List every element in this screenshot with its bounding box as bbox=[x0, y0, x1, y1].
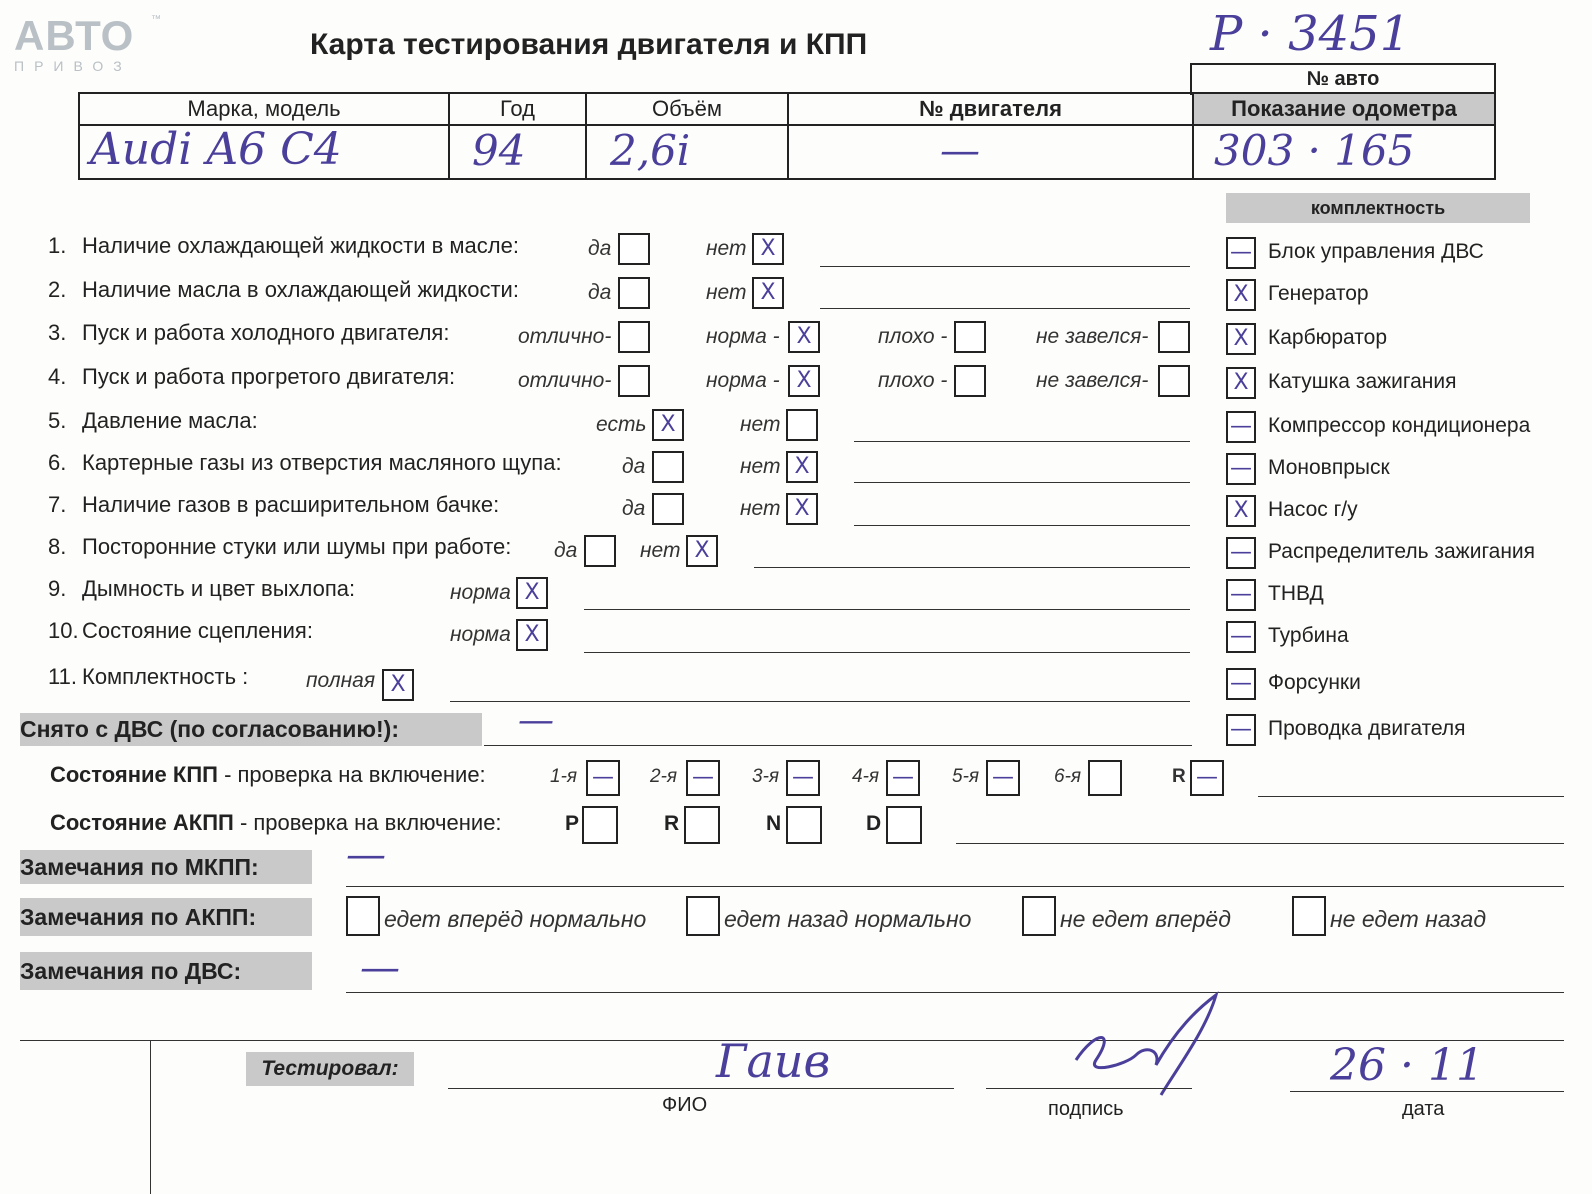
akpp-gear-n-label: N bbox=[766, 812, 782, 835]
removed-value: — bbox=[518, 700, 554, 741]
check-2-opt-yes: да bbox=[588, 281, 612, 304]
check-9-num: 9. bbox=[48, 576, 67, 601]
check-4-box-excellent[interactable] bbox=[618, 365, 650, 397]
akpp-label-rest: - проверка на включение: bbox=[233, 810, 502, 835]
kpp-gear-5-box[interactable]: — bbox=[986, 760, 1020, 796]
component-10-label: Турбина bbox=[1268, 624, 1349, 647]
check-7-opt-yes: да bbox=[622, 497, 646, 520]
remarks-dvs-line bbox=[346, 992, 1564, 993]
check-4-box-nostart[interactable] bbox=[1158, 365, 1190, 397]
check-10-opt-normal: норма bbox=[450, 623, 511, 646]
check-4-box-bad[interactable] bbox=[954, 365, 986, 397]
kpp-gear-r-label: R bbox=[1172, 766, 1186, 787]
header-table bbox=[78, 92, 1496, 180]
fio-value: Гаив bbox=[716, 1034, 831, 1088]
engine-label: № двигателя bbox=[919, 96, 1062, 121]
check-5-opt-yes: есть bbox=[596, 413, 647, 436]
check-5-num: 5. bbox=[48, 408, 67, 433]
kpp-gear-6-label: 6-я bbox=[1054, 766, 1082, 787]
check-6-box-yes[interactable] bbox=[652, 451, 684, 483]
check-1-line bbox=[820, 266, 1190, 267]
check-4-opt-bad: плохо - bbox=[878, 369, 948, 392]
check-4-label: Пуск и работа прогретого двигателя: bbox=[82, 364, 456, 389]
check-9-box-normal[interactable]: X bbox=[516, 577, 548, 609]
check-3-box-excellent[interactable] bbox=[618, 321, 650, 353]
component-2-box[interactable]: X bbox=[1226, 279, 1256, 311]
check-8-label: Посторонние стуки или шумы при работе: bbox=[82, 534, 512, 559]
car-number-label: № авто bbox=[1306, 68, 1380, 90]
akpp-option-3-label: не едет вперёд bbox=[1060, 906, 1231, 932]
remarks-dvs-value: — bbox=[360, 945, 400, 991]
kpp-label-rest: - проверка на включение: bbox=[217, 762, 486, 787]
signature-line bbox=[986, 1088, 1192, 1089]
component-5-label: Компрессор кондиционера bbox=[1268, 414, 1531, 437]
footer-vertical-line bbox=[150, 1041, 151, 1194]
kpp-gear-2-label: 2-я bbox=[650, 766, 678, 787]
akpp-option-4-box[interactable] bbox=[1292, 896, 1326, 936]
year-label: Год bbox=[499, 96, 536, 121]
component-10-box[interactable]: — bbox=[1226, 621, 1256, 653]
check-8-num: 8. bbox=[48, 534, 67, 559]
check-1-label: Наличие охлаждающей жидкости в масле: bbox=[82, 233, 519, 258]
component-12-label: Проводка двигателя bbox=[1268, 717, 1466, 740]
check-6-box-no[interactable]: X bbox=[786, 451, 818, 483]
check-5-box-no[interactable] bbox=[786, 409, 818, 441]
akpp-gear-r-label: R bbox=[664, 812, 680, 835]
akpp-gear-n-box[interactable] bbox=[786, 806, 822, 844]
remarks-akpp-label: Замечания по АКПП: bbox=[20, 898, 312, 936]
component-3-box[interactable]: X bbox=[1226, 323, 1256, 355]
kpp-gear-1-label: 1-я bbox=[550, 766, 578, 787]
check-8-opt-yes: да bbox=[554, 539, 578, 562]
check-10-num: 10. bbox=[48, 618, 79, 643]
check-3-opt-nostart: не завелся- bbox=[1036, 325, 1149, 348]
kpp-line bbox=[1258, 796, 1564, 797]
check-10-label: Состояние сцепления: bbox=[82, 618, 313, 643]
component-3-label: Карбюратор bbox=[1268, 326, 1388, 349]
component-11-box[interactable]: — bbox=[1226, 668, 1256, 700]
akpp-label-bold: Состояние АКПП bbox=[50, 810, 234, 835]
kpp-gear-r-box[interactable]: — bbox=[1190, 760, 1224, 796]
component-9-label: ТНВД bbox=[1268, 582, 1324, 605]
volume-value: 2,6i bbox=[610, 126, 691, 175]
check-11-num: 11. bbox=[48, 664, 77, 689]
akpp-line bbox=[956, 843, 1564, 844]
check-1-box-no[interactable]: X bbox=[752, 233, 784, 265]
volume-label: Объём bbox=[651, 96, 723, 121]
check-3-opt-excellent: отлично- bbox=[518, 325, 612, 348]
check-5-label: Давление масла: bbox=[82, 408, 258, 433]
check-8-box-no[interactable]: X bbox=[686, 535, 718, 567]
brand-value: Audi A6 C4 bbox=[90, 124, 342, 175]
check-4-opt-normal: норма - bbox=[706, 369, 780, 392]
check-4-opt-nostart: не завелся- bbox=[1036, 369, 1149, 392]
component-4-label: Катушка зажигания bbox=[1268, 370, 1457, 393]
component-4-box[interactable]: X bbox=[1226, 367, 1256, 399]
kpp-label-bold: Состояние КПП bbox=[50, 762, 218, 787]
check-11-opt-full: полная bbox=[306, 669, 376, 692]
component-2-label: Генератор bbox=[1268, 282, 1369, 305]
check-6-num: 6. bbox=[48, 450, 67, 475]
check-6-opt-no: нет bbox=[740, 455, 781, 478]
check-9-opt-normal: норма bbox=[450, 581, 511, 604]
page-title: Карта тестирования двигателя и КПП bbox=[310, 28, 868, 61]
akpp-gear-d-label: D bbox=[866, 812, 882, 835]
akpp-gear-p-box[interactable] bbox=[582, 806, 618, 844]
check-5-opt-no: нет bbox=[740, 413, 781, 436]
check-10-line bbox=[584, 652, 1190, 653]
kpp-gear-5-label: 5-я bbox=[952, 766, 980, 787]
check-9-label: Дымность и цвет выхлопа: bbox=[82, 576, 356, 601]
component-1-box[interactable]: — bbox=[1226, 237, 1256, 269]
check-1-opt-no: нет bbox=[706, 237, 747, 260]
check-7-label: Наличие газов в расширительном бачке: bbox=[82, 492, 500, 517]
remarks-mkpp-value: — bbox=[346, 832, 386, 878]
check-3-num: 3. bbox=[48, 320, 67, 345]
remarks-mkpp-label: Замечания по МКПП: bbox=[20, 850, 312, 884]
fio-line bbox=[448, 1088, 954, 1089]
check-1-num: 1. bbox=[48, 233, 67, 258]
check-10-box-normal[interactable]: X bbox=[516, 619, 548, 651]
component-12-box[interactable]: — bbox=[1226, 714, 1256, 746]
odometer-label: Показание одометра bbox=[1231, 96, 1457, 121]
kpp-gear-2-box[interactable]: — bbox=[686, 760, 720, 796]
akpp-gear-r-box[interactable] bbox=[684, 806, 720, 844]
check-7-box-yes[interactable] bbox=[652, 493, 684, 525]
tested-label: Тестировал: bbox=[246, 1052, 414, 1086]
logo-main: АВТО bbox=[14, 12, 135, 59]
check-7-opt-no: нет bbox=[740, 497, 781, 520]
car-number-value: Р · 3451 bbox=[1210, 6, 1411, 62]
check-2-opt-no: нет bbox=[706, 281, 747, 304]
kpp-gear-3-label: 3-я bbox=[752, 766, 780, 787]
check-5-box-yes[interactable]: X bbox=[652, 409, 684, 441]
check-4-opt-excellent: отлично- bbox=[518, 369, 612, 392]
check-1-opt-yes: да bbox=[588, 237, 612, 260]
year-value: 94 bbox=[472, 126, 526, 175]
component-5-box[interactable]: — bbox=[1226, 411, 1256, 443]
check-4-box-normal[interactable]: X bbox=[788, 365, 820, 397]
check-9-line bbox=[584, 609, 1190, 610]
odometer-value: 303 · 165 bbox=[1214, 126, 1415, 175]
component-7-box[interactable]: X bbox=[1226, 495, 1256, 527]
date-line bbox=[1290, 1091, 1564, 1092]
check-3-box-normal[interactable]: X bbox=[788, 321, 820, 353]
akpp-option-3-box[interactable] bbox=[1022, 896, 1056, 936]
check-8-line bbox=[754, 567, 1190, 568]
check-5-line bbox=[854, 441, 1190, 442]
akpp-option-4-label: не едет назад bbox=[1330, 906, 1487, 932]
check-3-label: Пуск и работа холодного двигателя: bbox=[82, 320, 450, 345]
check-6-line bbox=[854, 482, 1190, 483]
akpp-option-2-label: едет назад нормально bbox=[724, 906, 972, 932]
date-value: 26 · 11 bbox=[1330, 1040, 1484, 1091]
check-3-opt-bad: плохо - bbox=[878, 325, 948, 348]
component-7-label: Насос г/у bbox=[1268, 498, 1358, 521]
check-2-box-no[interactable]: X bbox=[752, 277, 784, 309]
check-2-box-yes[interactable] bbox=[618, 277, 650, 309]
check-6-opt-yes: да bbox=[622, 455, 646, 478]
akpp-gear-d-box[interactable] bbox=[886, 806, 922, 844]
component-11-label: Форсунки bbox=[1268, 671, 1361, 694]
check-11-label: Комплектность : bbox=[82, 664, 249, 689]
check-11-box-full[interactable]: X bbox=[382, 669, 414, 701]
kpp-label bbox=[50, 762, 486, 788]
check-4-num: 4. bbox=[48, 364, 67, 389]
signature-label: подпись bbox=[1048, 1098, 1124, 1120]
logo bbox=[14, 12, 161, 74]
date-label: дата bbox=[1402, 1098, 1445, 1120]
check-3-opt-normal: норма - bbox=[706, 325, 780, 348]
brand-label: Марка, модель bbox=[187, 96, 341, 121]
remarks-dvs-label: Замечания по ДВС: bbox=[20, 952, 312, 990]
check-11-line bbox=[450, 701, 1190, 702]
check-2-label: Наличие масла в охлаждающей жидкости: bbox=[82, 277, 519, 302]
check-2-line bbox=[820, 308, 1190, 309]
check-8-box-yes[interactable] bbox=[584, 535, 616, 567]
check-7-box-no[interactable]: X bbox=[786, 493, 818, 525]
completeness-title: комплектность bbox=[1226, 193, 1530, 223]
logo-tm: ™ bbox=[151, 14, 161, 25]
component-9-box[interactable]: — bbox=[1226, 579, 1256, 611]
check-2-num: 2. bbox=[48, 277, 67, 302]
check-7-line bbox=[854, 525, 1190, 526]
check-3-box-bad[interactable] bbox=[954, 321, 986, 353]
akpp-gear-p-label: P bbox=[565, 812, 580, 835]
kpp-gear-3-box[interactable]: — bbox=[786, 760, 820, 796]
kpp-gear-4-label: 4-я bbox=[852, 766, 880, 787]
remarks-mkpp-line bbox=[346, 886, 1564, 887]
component-6-label: Моновпрыск bbox=[1268, 456, 1390, 479]
removed-label: Снято с ДВС (по согласованию!): bbox=[20, 713, 482, 746]
logo-sub: ПРИВОЗ bbox=[14, 58, 132, 74]
kpp-gear-6-box[interactable] bbox=[1088, 760, 1122, 796]
kpp-gear-4-box[interactable]: — bbox=[886, 760, 920, 796]
check-3-box-nostart[interactable] bbox=[1158, 321, 1190, 353]
removed-line bbox=[484, 745, 1192, 746]
akpp-option-1-label: едет вперёд нормально bbox=[384, 906, 647, 932]
component-6-box[interactable]: — bbox=[1226, 453, 1256, 485]
check-1-box-yes[interactable] bbox=[618, 233, 650, 265]
check-7-num: 7. bbox=[48, 492, 67, 517]
component-8-label: Распределитель зажигания bbox=[1268, 540, 1536, 563]
engine-value: — bbox=[940, 128, 980, 174]
akpp-option-1-box[interactable] bbox=[346, 896, 380, 936]
akpp-label bbox=[50, 810, 502, 836]
component-1-label: Блок управления ДВС bbox=[1268, 240, 1484, 263]
check-8-opt-no: нет bbox=[640, 539, 681, 562]
check-6-label: Картерные газы из отверстия масляного щупа: bbox=[82, 450, 562, 475]
akpp-option-2-box[interactable] bbox=[686, 896, 720, 936]
fio-label: ФИО bbox=[662, 1094, 708, 1116]
kpp-gear-1-box[interactable]: — bbox=[586, 760, 620, 796]
component-8-box[interactable]: — bbox=[1226, 537, 1256, 569]
